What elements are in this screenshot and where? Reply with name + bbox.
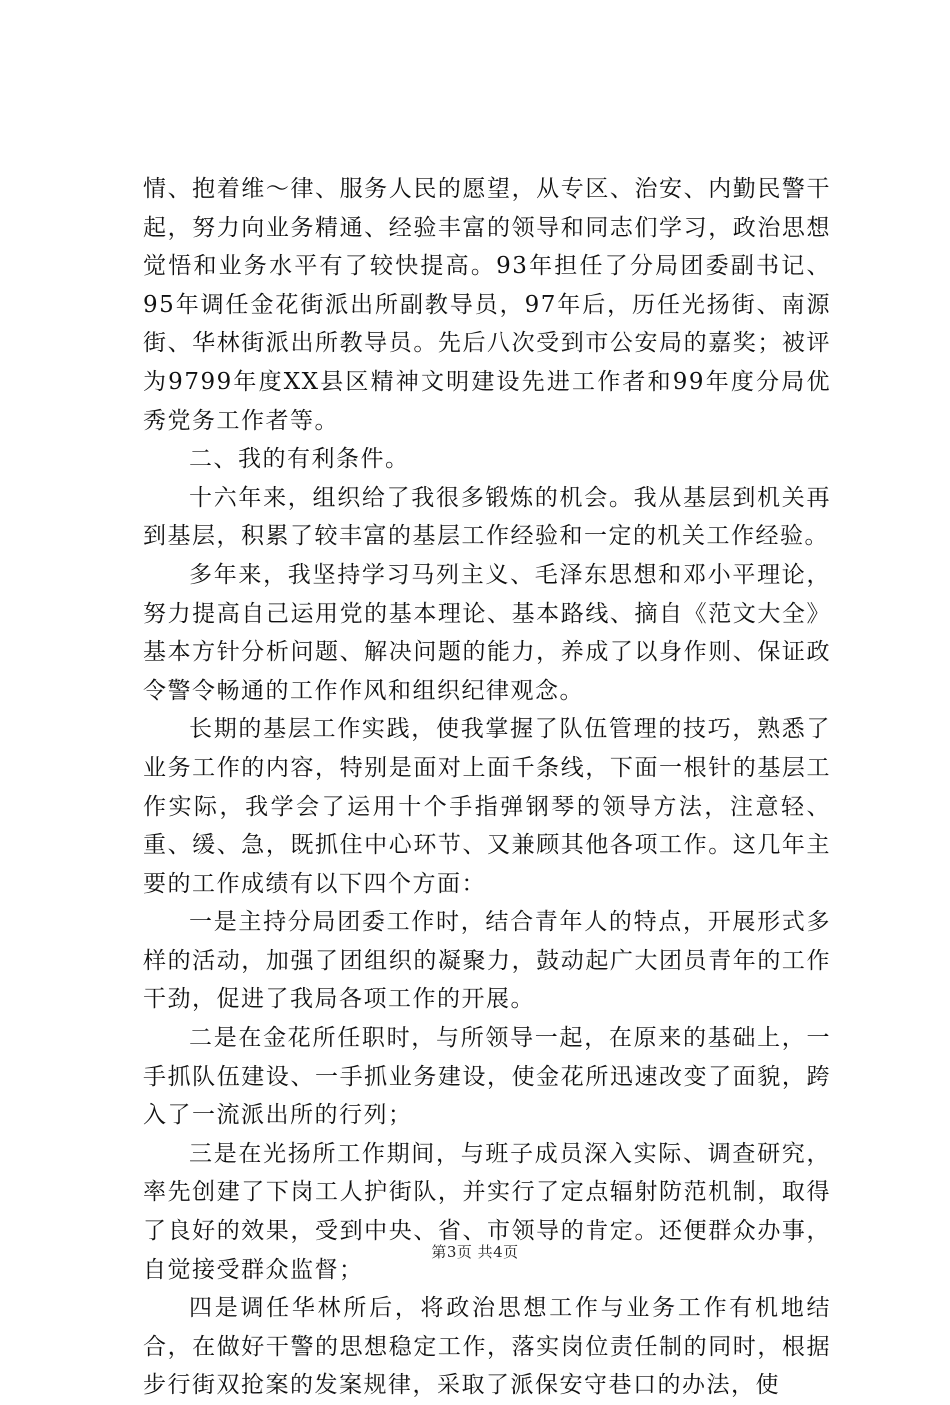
paragraph: 二是在金花所任职时，与所领导一起，在原来的基础上，一手抓队伍建设、一手抓业务建设，使金花所迅速改变了面貌，跨入了一流派出所的行列；	[143, 1025, 831, 1129]
section-heading: 二、我的有利条件。	[189, 446, 410, 473]
paragraph: 四是调任华林所后，将政治思想工作与业务工作有机地结合，在做好干警的思想稳定工作，落实岗位责任制的同时，根据步行街双抢案的发案规律，采取了派保安守巷口的办法，使	[143, 1295, 831, 1399]
paragraph: 长期的基层工作实践，使我掌握了队伍管理的技巧，熟悉了业务工作的内容，特别是面对上面千条线，下面一根针的基层工作实际，我学会了运用十个手指弹钢琴的领导方法，注意轻、重、缓、急，既抓住中心环节、又兼顾其他各项工作。这几年主要的工作成绩有以下四个方面：	[143, 716, 831, 897]
paragraph: 多年来，我坚持学习马列主义、毛泽东思想和邓小平理论，努力提高自己运用党的基本理论、基本路线、摘自《范文大全》基本方针分析问题、解决问题的能力，养成了以身作则、保证政令警令畅通的工作作风和组织纪律观念。	[143, 561, 831, 704]
paragraph-continuation: 情、抱着维～律、服务人民的愿望，从专区、治安、内勤民警干起，努力向业务精通、经验丰富的领导和同志们学习，政治思想觉悟和业务水平有了较快提高。93年担任了分局团委副书记、95年调任金花街派出所副教导员，97年后，历任光扬街、南源街、华林街派出所教导员。先后八次受到市公安局的嘉奖；被评为9799年度XX县区精神文明建设先进工作者和99年度分局优秀党务工作者等。	[143, 176, 831, 434]
paragraph: 一是主持分局团委工作时，结合青年人的特点，开展形式多样的活动，加强了团组织的凝聚力，鼓动起广大团员青年的工作干劲，促进了我局各项工作的开展。	[143, 909, 831, 1013]
paragraph: 三是在光扬所工作期间，与班子成员深入实际、调查研究，率先创建了下岗工人护街队，并实行了定点辐射防范机制，取得了良好的效果，受到中央、省、市领导的肯定。还便群众办事，自觉接受群众监督；	[143, 1140, 831, 1283]
paragraph: 十六年来，组织给了我很多锻炼的机会。我从基层到机关再到基层，积累了较丰富的基层工作经验和一定的机关工作经验。	[143, 484, 831, 550]
document-body	[143, 170, 831, 1405]
page-number-footer: 第3页 共4页	[431, 1243, 519, 1261]
